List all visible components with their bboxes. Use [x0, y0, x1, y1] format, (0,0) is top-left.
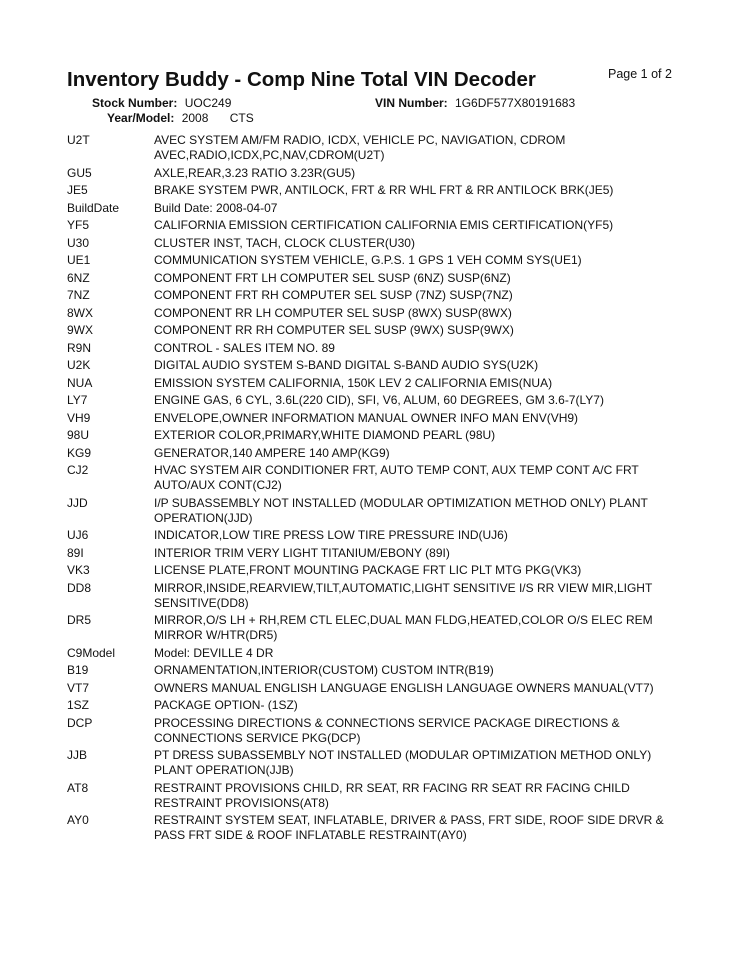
option-row	[67, 288, 677, 303]
option-code: VT7	[67, 680, 90, 695]
option-row	[67, 341, 677, 356]
option-code: DD8	[67, 580, 92, 595]
option-code: 89I	[67, 545, 84, 560]
option-code: AT8	[67, 780, 89, 795]
option-row	[67, 271, 677, 286]
option-code: 7NZ	[67, 288, 90, 302]
option-code: UJ6	[67, 528, 89, 542]
year-value: 2008	[181, 111, 209, 125]
option-row	[67, 716, 677, 746]
option-description: PT DRESS SUBASSEMBLY NOT INSTALLED (MODULAR OPTIMIZATION METHOD ONLY) PLANT OPERATION(JJB)	[154, 748, 652, 777]
option-code: C9Model	[67, 645, 116, 660]
page-number: Page 1 of 2	[608, 67, 672, 81]
option-description: CLUSTER INST, TACH, CLOCK CLUSTER(U30)	[154, 235, 415, 250]
option-code: AY0	[67, 813, 89, 827]
option-row	[67, 613, 677, 643]
option-description: Model: DEVILLE 4 DR	[154, 645, 274, 660]
option-description: COMPONENT RR LH COMPUTER SEL SUSP (8WX) SUSP(8WX)	[154, 305, 512, 320]
option-row	[67, 358, 677, 373]
option-description: INTERIOR TRIM VERY LIGHT TITANIUM/EBONY (89I)	[154, 545, 450, 560]
vin-number-label: VIN Number:	[375, 96, 448, 110]
option-description: COMPONENT RR RH COMPUTER SEL SUSP (9WX) SUSP(9WX)	[154, 323, 514, 337]
option-description: AVEC SYSTEM AM/FM RADIO, ICDX, VEHICLE PC, NAVIGATION, CDROM AVEC,RADIO,ICDX,PC,NAV,CDROM(U2T)	[154, 133, 566, 162]
stock-number-field	[92, 96, 231, 110]
option-code: 6NZ	[67, 270, 90, 285]
option-row	[67, 681, 677, 696]
option-row	[67, 428, 677, 443]
option-description: OWNERS MANUAL ENGLISH LANGUAGE ENGLISH LANGUAGE OWNERS MANUAL(VT7)	[154, 680, 654, 695]
option-description: DIGITAL AUDIO SYSTEM S-BAND DIGITAL S-BAND AUDIO SYS(U2K)	[154, 358, 539, 372]
option-description: INDICATOR,LOW TIRE PRESS LOW TIRE PRESSURE IND(UJ6)	[154, 528, 508, 542]
option-row	[67, 201, 677, 216]
option-code: R9N	[67, 340, 92, 355]
option-code: NUA	[67, 375, 93, 390]
option-row	[67, 166, 677, 181]
option-code: U2K	[67, 358, 91, 372]
option-description: BRAKE SYSTEM PWR, ANTILOCK, FRT & RR WHL FRT & RR ANTILOCK BRK(JE5)	[154, 183, 614, 197]
option-row	[67, 446, 677, 461]
option-code: B19	[67, 663, 89, 677]
option-code: U30	[67, 235, 90, 250]
option-row	[67, 183, 677, 198]
option-row	[67, 781, 677, 811]
option-code: DR5	[67, 613, 92, 627]
option-description: Build Date: 2008-04-07	[154, 200, 278, 215]
page-title: Inventory Buddy - Comp Nine Total VIN Decoder	[67, 68, 536, 91]
option-code: JJB	[67, 748, 88, 762]
option-description: COMPONENT FRT RH COMPUTER SEL SUSP (7NZ) SUSP(7NZ)	[154, 288, 513, 302]
option-code: GU5	[67, 165, 92, 180]
option-description: RESTRAINT PROVISIONS CHILD, RR SEAT, RR FACING RR SEAT RR FACING CHILD RESTRAINT PROVISIONS(AT8)	[154, 780, 630, 810]
option-description: ENVELOPE,OWNER INFORMATION MANUAL OWNER INFO MAN ENV(VH9)	[154, 410, 579, 425]
year-model-label: Year/Model:	[107, 111, 175, 125]
option-description: COMMUNICATION SYSTEM VEHICLE, G.P.S. 1 GPS 1 VEH COMM SYS(UE1)	[154, 253, 582, 267]
option-description: RESTRAINT SYSTEM SEAT, INFLATABLE, DRIVER & PASS, FRT SIDE, ROOF SIDE DRVR & PASS FRT SIDE & ROOF INFLATABLE RESTRAINT(AY0)	[154, 813, 664, 842]
option-row	[67, 646, 677, 661]
option-code: U2T	[67, 133, 90, 147]
option-code: YF5	[67, 218, 90, 232]
option-row	[67, 236, 677, 251]
option-code: JJD	[67, 495, 88, 510]
option-code: UE1	[67, 253, 91, 267]
option-description: AXLE,REAR,3.23 RATIO 3.23R(GU5)	[154, 165, 356, 180]
option-code: 8WX	[67, 305, 94, 320]
option-description: MIRROR,O/S LH + RH,REM CTL ELEC,DUAL MAN FLDG,HEATED,COLOR O/S ELEC REM MIRROR W/HTR(DR5)	[154, 613, 653, 642]
option-description: PROCESSING DIRECTIONS & CONNECTIONS SERVICE PACKAGE DIRECTIONS & CONNECTIONS SERVICE PKG(DCP)	[154, 715, 620, 745]
option-code: KG9	[67, 445, 92, 460]
option-code: DCP	[67, 715, 93, 730]
option-description: CALIFORNIA EMISSION CERTIFICATION CALIFORNIA EMIS CERTIFICATION(YF5)	[154, 218, 614, 232]
option-description: ORNAMENTATION,INTERIOR(CUSTOM) CUSTOM INTR(B19)	[154, 663, 494, 677]
option-row	[67, 663, 677, 678]
option-description: GENERATOR,140 AMPERE 140 AMP(KG9)	[154, 445, 390, 460]
option-code: CJ2	[67, 463, 89, 477]
option-code: VH9	[67, 410, 91, 425]
option-code: 1SZ	[67, 698, 90, 712]
stock-number-value: UOC249	[184, 96, 232, 110]
option-row	[67, 698, 677, 713]
option-code: BuildDate	[67, 200, 120, 215]
option-row	[67, 463, 677, 493]
option-description: EXTERIOR COLOR,PRIMARY,WHITE DIAMOND PEARL (98U)	[154, 428, 496, 442]
option-code: LY7	[67, 393, 88, 407]
option-description: HVAC SYSTEM AIR CONDITIONER FRT, AUTO TEMP CONT, AUX TEMP CONT A/C FRT AUTO/AUX CONT(CJ2)	[154, 463, 639, 492]
option-code: 9WX	[67, 323, 94, 337]
option-code-list	[67, 133, 677, 846]
option-code: 98U	[67, 428, 90, 442]
option-row	[67, 528, 677, 543]
option-row	[67, 133, 677, 163]
model-value: CTS	[229, 111, 254, 125]
option-description: I/P SUBASSEMBLY NOT INSTALLED (MODULAR OPTIMIZATION METHOD ONLY) PLANT OPERATION(JJD)	[154, 495, 648, 525]
option-code: VK3	[67, 563, 90, 577]
option-row	[67, 581, 677, 611]
option-description: LICENSE PLATE,FRONT MOUNTING PACKAGE FRT LIC PLT MTG PKG(VK3)	[154, 563, 582, 577]
option-description: EMISSION SYSTEM CALIFORNIA, 150K LEV 2 CALIFORNIA EMIS(NUA)	[154, 375, 553, 390]
option-row	[67, 393, 677, 408]
option-row	[67, 411, 677, 426]
vin-number-field	[375, 96, 575, 110]
stock-number-label: Stock Number:	[92, 96, 178, 110]
year-model-field	[107, 111, 254, 125]
option-description: PACKAGE OPTION- (1SZ)	[154, 698, 298, 712]
vin-number-value: 1G6DF577X80191683	[455, 96, 576, 110]
option-row	[67, 563, 677, 578]
option-code: JE5	[67, 183, 88, 197]
option-description: COMPONENT FRT LH COMPUTER SEL SUSP (6NZ) SUSP(6NZ)	[154, 270, 511, 285]
option-row	[67, 376, 677, 391]
option-description: CONTROL - SALES ITEM NO. 89	[154, 340, 335, 355]
option-row	[67, 546, 677, 561]
option-row	[67, 218, 677, 233]
option-row	[67, 813, 677, 843]
option-description: MIRROR,INSIDE,REARVIEW,TILT,AUTOMATIC,LIGHT SENSITIVE I/S RR VIEW MIR,LIGHT SENSITIVE(DD8)	[154, 580, 653, 610]
option-row	[67, 748, 677, 778]
option-description: ENGINE GAS, 6 CYL, 3.6L(220 CID), SFI, V6, ALUM, 60 DEGREES, GM 3.6-7(LY7)	[154, 393, 604, 407]
option-row	[67, 323, 677, 338]
option-row	[67, 496, 677, 526]
option-row	[67, 253, 677, 268]
option-row	[67, 306, 677, 321]
